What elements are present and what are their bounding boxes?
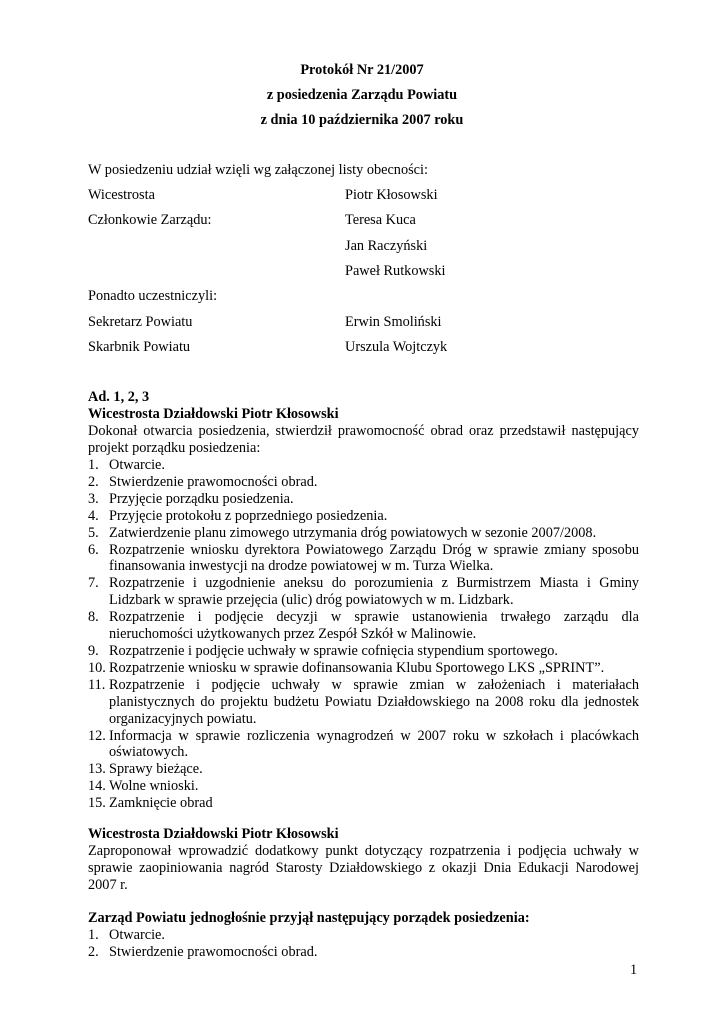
list-item bbox=[88, 457, 639, 474]
item-text: Sprawy bieżące. bbox=[109, 761, 203, 778]
list-item bbox=[88, 643, 639, 660]
item-text: Przyjęcie protokołu z poprzedniego posiedzenia. bbox=[109, 507, 388, 524]
item-number: 15. bbox=[88, 795, 106, 812]
item-number: 12. bbox=[88, 727, 106, 744]
speaker-name: Wicestrosta Działdowski Piotr Kłosowski bbox=[88, 405, 339, 422]
item-number: 13. bbox=[88, 761, 106, 778]
item-number: 6. bbox=[88, 541, 99, 558]
attendance-intro: W posiedzeniu udział wzięli wg załączonej listy obecności: bbox=[88, 162, 428, 178]
other-role: Sekretarz Powiatu bbox=[88, 314, 193, 330]
list-item bbox=[88, 778, 639, 795]
item-number: 2. bbox=[88, 473, 99, 490]
item-number: 14. bbox=[88, 778, 106, 795]
other-name: Urszula Wojtczyk bbox=[345, 339, 448, 355]
section-1 bbox=[88, 389, 639, 457]
others-label: Ponadto uczestniczyli: bbox=[88, 288, 218, 304]
item-text: Stwierdzenie prawomocności obrad. bbox=[109, 473, 318, 490]
list-item bbox=[88, 795, 639, 812]
list-item bbox=[88, 525, 639, 542]
list-item bbox=[88, 575, 639, 609]
protocol-subtitle: z posiedzenia Zarządu Powiatu bbox=[266, 87, 458, 103]
list-item bbox=[88, 761, 639, 778]
list-item bbox=[88, 474, 639, 491]
item-number: 1. bbox=[88, 927, 99, 943]
item-number: 7. bbox=[88, 575, 99, 592]
list-item bbox=[88, 728, 639, 762]
item-number: 9. bbox=[88, 642, 99, 659]
item-text: Rozpatrzenie wniosku dyrektora Powiatowego Zarządu Dróg w sprawie zmiany sposobu finansowania inwestycji na drodze powiatowej w m. Turza Wielka. bbox=[109, 541, 639, 575]
item-text: Rozpatrzenie i uzgodnienie aneksu do porozumienia z Burmistrzem Miasta i Gminy Lidzbark w sprawie przejęcia (ulic) dróg powiatowych w m. Lidzbark. bbox=[109, 575, 639, 609]
item-number: 10. bbox=[88, 659, 106, 676]
item-text: Rozpatrzenie i podjęcie uchwały w sprawie cofnięcia stypendium sportowego. bbox=[109, 642, 559, 659]
item-number: 3. bbox=[88, 490, 99, 507]
item-number: 4. bbox=[88, 507, 99, 524]
item-text: Otwarcie. bbox=[109, 927, 165, 943]
paragraph: Dokonał otwarcia posiedzenia, stwierdził prawomocność obrad oraz przedstawił następujący projekt porządku posiedzenia: bbox=[88, 422, 639, 456]
item-text: Wolne wnioski. bbox=[109, 778, 199, 795]
list-item bbox=[88, 542, 639, 576]
page-number: 1 bbox=[630, 962, 638, 978]
section-heading: Ad. 1, 2, 3 bbox=[88, 389, 150, 405]
item-number: 2. bbox=[88, 943, 99, 960]
speaker-name: Wicestrosta Działdowski Piotr Kłosowski bbox=[88, 826, 339, 842]
section-2 bbox=[88, 826, 639, 894]
section-heading: Zarząd Powiatu jednogłośnie przyjął następujący porządek posiedzenia: bbox=[88, 910, 530, 926]
item-text: Stwierdzenie prawomocności obrad. bbox=[109, 943, 318, 960]
paragraph: Zaproponował wprowadzić dodatkowy punkt dotyczący rozpatrzenia i podjęcia uchwały w sprawie zaopiniowania nagród Starosty Działdowskiego z okazji Dnia Edukacji Narodowej 2007 r. bbox=[88, 842, 639, 893]
list-item bbox=[88, 927, 639, 944]
other-name: Erwin Smoliński bbox=[345, 314, 442, 330]
protocol-date: z dnia 10 października 2007 roku bbox=[260, 112, 464, 128]
item-text: Informacja w sprawie rozliczenia wynagrodzeń w 2007 roku w szkołach i placówkach oświatowych. bbox=[109, 727, 639, 761]
list-item bbox=[88, 944, 639, 961]
list-item bbox=[88, 660, 639, 677]
member-name: Paweł Rutkowski bbox=[345, 263, 446, 279]
item-text: Rozpatrzenie wniosku w sprawie dofinansowania Klubu Sportowego LKS „SPRINT”. bbox=[109, 659, 605, 676]
item-text: Otwarcie. bbox=[109, 457, 165, 473]
list-item bbox=[88, 609, 639, 643]
agenda-list bbox=[88, 457, 639, 812]
item-text: Rozpatrzenie i podjęcie decyzji w sprawie ustanowienia trwałego zarządu dla nieruchomości użytkowanych przez Zespół Szkół w Malinowie. bbox=[109, 609, 639, 643]
item-number: 1. bbox=[88, 457, 99, 473]
member-name: Jan Raczyński bbox=[345, 238, 428, 254]
member-name: Teresa Kuca bbox=[345, 212, 416, 228]
list-item bbox=[88, 491, 639, 508]
item-text: Rozpatrzenie i podjęcie uchwały w sprawie zmian w założeniach i materiałach planistycznych do projektu budżetu Powiatu Działdowskiego na 2008 roku dla jednostek organizacyjnych powiatu. bbox=[109, 676, 639, 727]
item-number: 8. bbox=[88, 609, 99, 626]
list-item bbox=[88, 677, 639, 728]
list-item bbox=[88, 508, 639, 525]
item-number: 5. bbox=[88, 524, 99, 541]
section-3 bbox=[88, 910, 639, 927]
member-role: Członkowie Zarządu: bbox=[88, 212, 212, 228]
item-text: Przyjęcie porządku posiedzenia. bbox=[109, 490, 294, 507]
other-role: Skarbnik Powiatu bbox=[88, 339, 191, 355]
protocol-title: Protokół Nr 21/2007 bbox=[300, 62, 424, 78]
member-role: Wicestrosta bbox=[88, 187, 155, 203]
item-text: Zatwierdzenie planu zimowego utrzymania dróg powiatowych w sezonie 2007/2008. bbox=[109, 524, 597, 541]
member-name: Piotr Kłosowski bbox=[345, 187, 438, 203]
item-text: Zamknięcie obrad bbox=[109, 795, 213, 812]
item-number: 11. bbox=[88, 676, 106, 693]
adopted-agenda-list bbox=[88, 927, 639, 961]
